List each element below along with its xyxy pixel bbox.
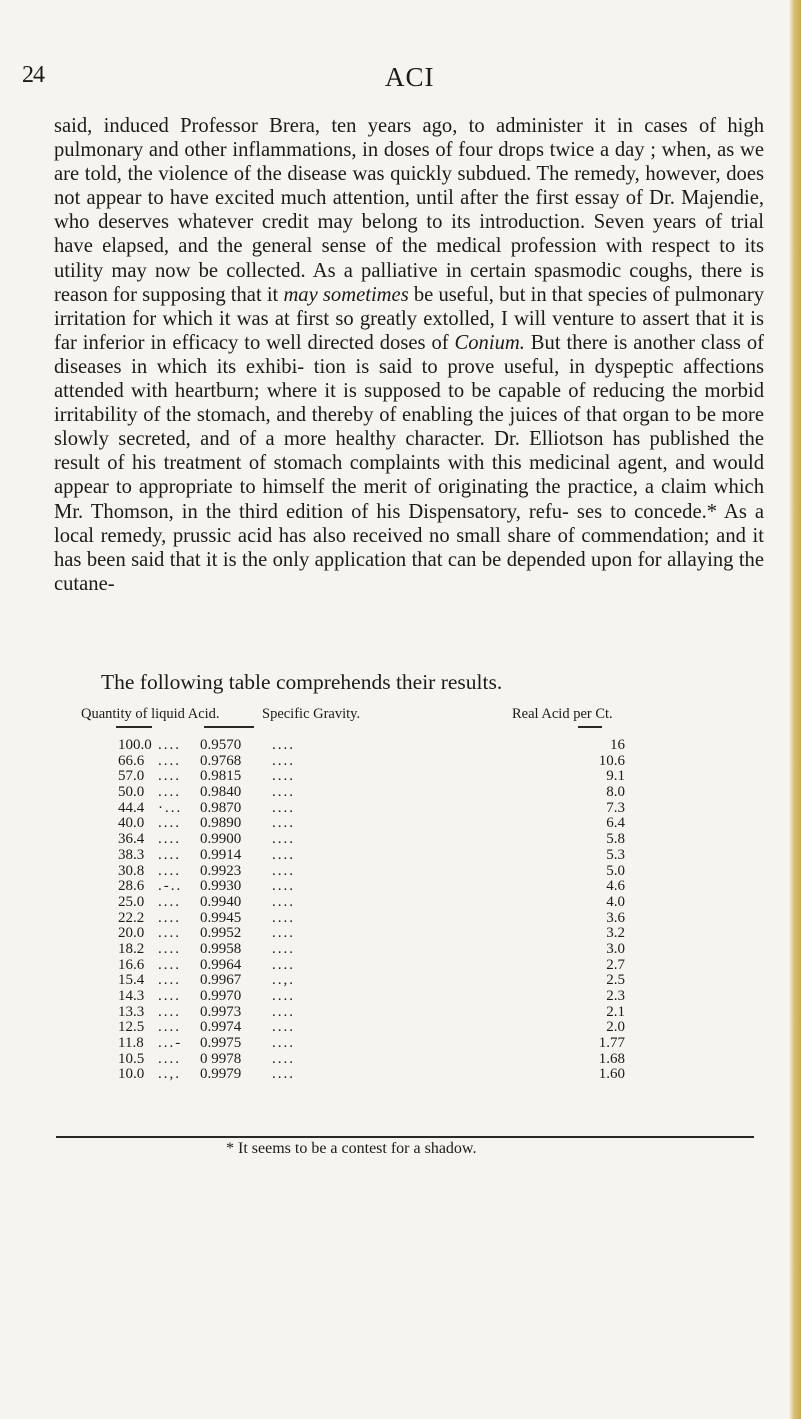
table-row [0, 926, 801, 942]
leader-dots: .-.. [158, 878, 183, 895]
gravity-cell: 0.9768 [200, 752, 242, 769]
leader-dots: .... [158, 1019, 181, 1036]
real-acid-cell: 2.7 [606, 956, 625, 973]
leader-dots: .... [272, 893, 295, 910]
gravity-cell: 0.9979 [200, 1066, 242, 1083]
leader-dots: .... [272, 1019, 295, 1036]
real-acid-cell: 5.8 [606, 831, 625, 848]
table-row [0, 895, 801, 911]
table-row [0, 816, 801, 832]
leader-dots: .... [272, 909, 295, 926]
leader-dots: .... [158, 940, 181, 957]
table-row [0, 738, 801, 754]
real-acid-cell: 4.0 [606, 893, 625, 910]
gravity-cell: 0.9958 [200, 940, 242, 957]
leader-dots: .... [272, 737, 295, 753]
table-row [0, 989, 801, 1005]
leader-dots: .... [272, 752, 295, 769]
real-acid-cell: 10.6 [598, 752, 625, 769]
leader-dots: ..,. [272, 972, 295, 989]
table-intro: The following table comprehends their results. [101, 670, 503, 694]
table-row [0, 1005, 801, 1021]
page-header [0, 62, 801, 96]
quantity-cell: 44.4 [118, 799, 145, 816]
real-acid-cell: 9.1 [606, 768, 625, 785]
table-row [0, 801, 801, 817]
real-acid-cell: 5.0 [606, 862, 625, 879]
table-row [0, 958, 801, 974]
leader-dots: .... [158, 925, 181, 942]
gravity-cell: 0.9815 [200, 768, 242, 785]
gravity-cell: 0.9945 [200, 909, 242, 926]
body-text-part2: be useful, but in that species of pulmonary irritation for which it was at first so greatly extolled, I will venture to assert that it is far inferior in efficacy to well directed doses of [54, 283, 764, 354]
gravity-cell: 0.9940 [200, 893, 242, 910]
leader-dots: .... [272, 878, 295, 895]
quantity-cell: 50.0 [118, 784, 145, 801]
leader-dots: ·... [158, 799, 183, 816]
quantity-cell: 20.0 [118, 925, 145, 942]
table-row [0, 848, 801, 864]
leader-dots: .... [272, 799, 295, 816]
leader-dots: .... [158, 752, 181, 769]
quantity-cell: 38.3 [118, 846, 145, 863]
gravity-cell: 0.9840 [200, 784, 242, 801]
leader-dots: .... [158, 846, 181, 863]
leader-dots: ...- [158, 1035, 183, 1052]
gravity-cell: 0.9967 [200, 972, 242, 989]
table-body [0, 738, 801, 1083]
leader-dots: .... [272, 925, 295, 942]
footnote-rule [56, 1136, 754, 1138]
gravity-cell: 0.9930 [200, 878, 242, 895]
leader-dots: ..,. [158, 1066, 181, 1083]
quantity-cell: 57.0 [118, 768, 145, 785]
gravity-cell: 0.9973 [200, 1003, 242, 1020]
table-row [0, 942, 801, 958]
leader-dots: .... [272, 831, 295, 848]
leader-dots: .... [158, 909, 181, 926]
real-acid-cell: 2.0 [606, 1019, 625, 1036]
real-acid-cell: 16 [610, 737, 625, 753]
gravity-cell: 0.9890 [200, 815, 242, 832]
gravity-cell: 0.9923 [200, 862, 242, 879]
table-row [0, 785, 801, 801]
leader-dots: .... [158, 831, 181, 848]
leader-dots: .... [158, 1003, 181, 1020]
table-row [0, 769, 801, 785]
body-text-part3: But there is another class of diseases in which its exhibi- tion is said to prove useful, in dyspeptic affections attended with heartburn; where it is supposed to be capable of reducing the morbid irritability of the stomach, and thereby of enabling the juices of that organ to be more slowly secreted, and of a more healthy character. Dr. Elliotson has published the result of his treatment of stomach complaints with this medicinal agent, and would appear to appropriate to himself the merit of originating the practice, a claim which Mr. Thomson, in the third edition of his Dispensatory, refu- ses to concede.* As a local remedy, prussic acid has also received no small share of commendation; and it has been said that it is the only application that can be depended upon for allaying the cutane- [54, 331, 764, 595]
real-acid-cell: 2.3 [606, 988, 625, 1004]
page-number: 24 [22, 62, 44, 88]
real-acid-cell: 3.2 [606, 925, 625, 942]
quantity-cell: 15.4 [118, 972, 145, 989]
leader-dots: .... [158, 1050, 181, 1067]
real-acid-cell: 2.1 [606, 1003, 625, 1020]
quantity-cell: 16.6 [118, 956, 145, 973]
real-acid-cell: 4.6 [606, 878, 625, 895]
table-row [0, 1036, 801, 1052]
real-acid-cell: 8.0 [606, 784, 625, 801]
leader-dots: .... [158, 815, 181, 832]
leader-dots: .... [272, 956, 295, 973]
table-row [0, 754, 801, 770]
leader-dots: .... [272, 1066, 295, 1083]
leader-dots: .... [272, 940, 295, 957]
table-row [0, 879, 801, 895]
table-row [0, 864, 801, 880]
quantity-cell: 100.0 [118, 737, 152, 753]
running-head: ACI [385, 62, 435, 92]
leader-dots: .... [272, 988, 295, 1004]
quantity-cell: 12.5 [118, 1019, 145, 1036]
gravity-cell: 0.9964 [200, 956, 242, 973]
leader-dots: .... [272, 846, 295, 863]
table-row [0, 1052, 801, 1068]
table-row [0, 973, 801, 989]
leader-dots: .... [158, 972, 181, 989]
leader-dots: .... [158, 768, 181, 785]
quantity-cell: 11.8 [118, 1035, 144, 1052]
leader-dots: .... [158, 784, 181, 801]
leader-dots: .... [272, 862, 295, 879]
body-text-part1: said, induced Professor Brera, ten years ago, to administer it in cases of high pulmonary and other inflammations, in doses of four drops twice a day ; when, as we are told, the violence of the disease was quickly subdued. The remedy, however, does not appear to have excited much attention, until after the first essay of Dr. Majendie, who deserves whatever credit may belong to its introduction. Seven years of trial have elapsed, and the general sense of the medical profession with respect to its utility may now be collected. As a palliative in certain spasmodic coughs, there is reason for supposing that it [54, 115, 764, 306]
gravity-cell: 0.9970 [200, 988, 242, 1004]
header-gravity: Specific Gravity. [262, 706, 361, 722]
table-row [0, 1020, 801, 1036]
leader-dots: .... [272, 1050, 295, 1067]
leader-dots: .... [158, 862, 181, 879]
real-acid-cell: 3.0 [606, 940, 625, 957]
real-acid-cell: 6.4 [606, 815, 625, 832]
body-paragraph [54, 114, 764, 596]
page-edge [789, 0, 801, 1419]
real-acid-cell: 5.3 [606, 846, 625, 863]
real-acid-cell: 7.3 [606, 799, 625, 816]
real-acid-cell: 3.6 [606, 909, 625, 926]
gravity-cell: 0 9978 [200, 1050, 242, 1067]
footnote: * It seems to be a contest for a shadow. [226, 1140, 477, 1157]
table-row [0, 1067, 801, 1083]
quantity-cell: 66.6 [118, 752, 145, 769]
quantity-cell: 36.4 [118, 831, 145, 848]
gravity-cell: 0.9975 [200, 1035, 242, 1052]
leader-dots: .... [158, 893, 181, 910]
quantity-cell: 18.2 [118, 940, 145, 957]
quantity-cell: 14.3 [118, 988, 145, 1004]
gravity-cell: 0.9914 [200, 846, 242, 863]
quantity-cell: 13.3 [118, 1003, 145, 1020]
leader-dots: .... [272, 768, 295, 785]
body-text-italic2: Conium. [454, 331, 525, 354]
header-real-acid: Real Acid per Ct. [512, 706, 613, 722]
gravity-cell: 0.9974 [200, 1019, 242, 1036]
leader-dots: .... [272, 815, 295, 832]
quantity-cell: 25.0 [118, 893, 145, 910]
leader-dots: .... [272, 784, 295, 801]
real-acid-cell: 1.60 [598, 1066, 625, 1083]
leader-dots: .... [272, 1003, 295, 1020]
real-acid-cell: 2.5 [606, 972, 625, 989]
gravity-cell: 0.9952 [200, 925, 242, 942]
gravity-cell: 0.9870 [200, 799, 242, 816]
real-acid-cell: 1.68 [598, 1050, 625, 1067]
leader-dots: .... [158, 737, 181, 753]
quantity-cell: 10.5 [118, 1050, 145, 1067]
header-rule-quantity [116, 726, 152, 728]
header-quantity: Quantity of liquid Acid. [81, 706, 220, 722]
header-rule-real-acid [578, 726, 602, 728]
leader-dots: .... [158, 988, 181, 1004]
leader-dots: .... [272, 1035, 295, 1052]
quantity-cell: 40.0 [118, 815, 145, 832]
quantity-cell: 10.0 [118, 1066, 145, 1083]
leader-dots: .... [158, 956, 181, 973]
body-text-italic1: may sometimes [283, 283, 409, 306]
gravity-cell: 0.9570 [200, 737, 242, 753]
real-acid-cell: 1.77 [598, 1035, 625, 1052]
table-row [0, 911, 801, 927]
quantity-cell: 22.2 [118, 909, 145, 926]
table-row [0, 832, 801, 848]
header-rule-gravity [204, 726, 254, 728]
quantity-cell: 28.6 [118, 878, 145, 895]
quantity-cell: 30.8 [118, 862, 145, 879]
gravity-cell: 0.9900 [200, 831, 242, 848]
